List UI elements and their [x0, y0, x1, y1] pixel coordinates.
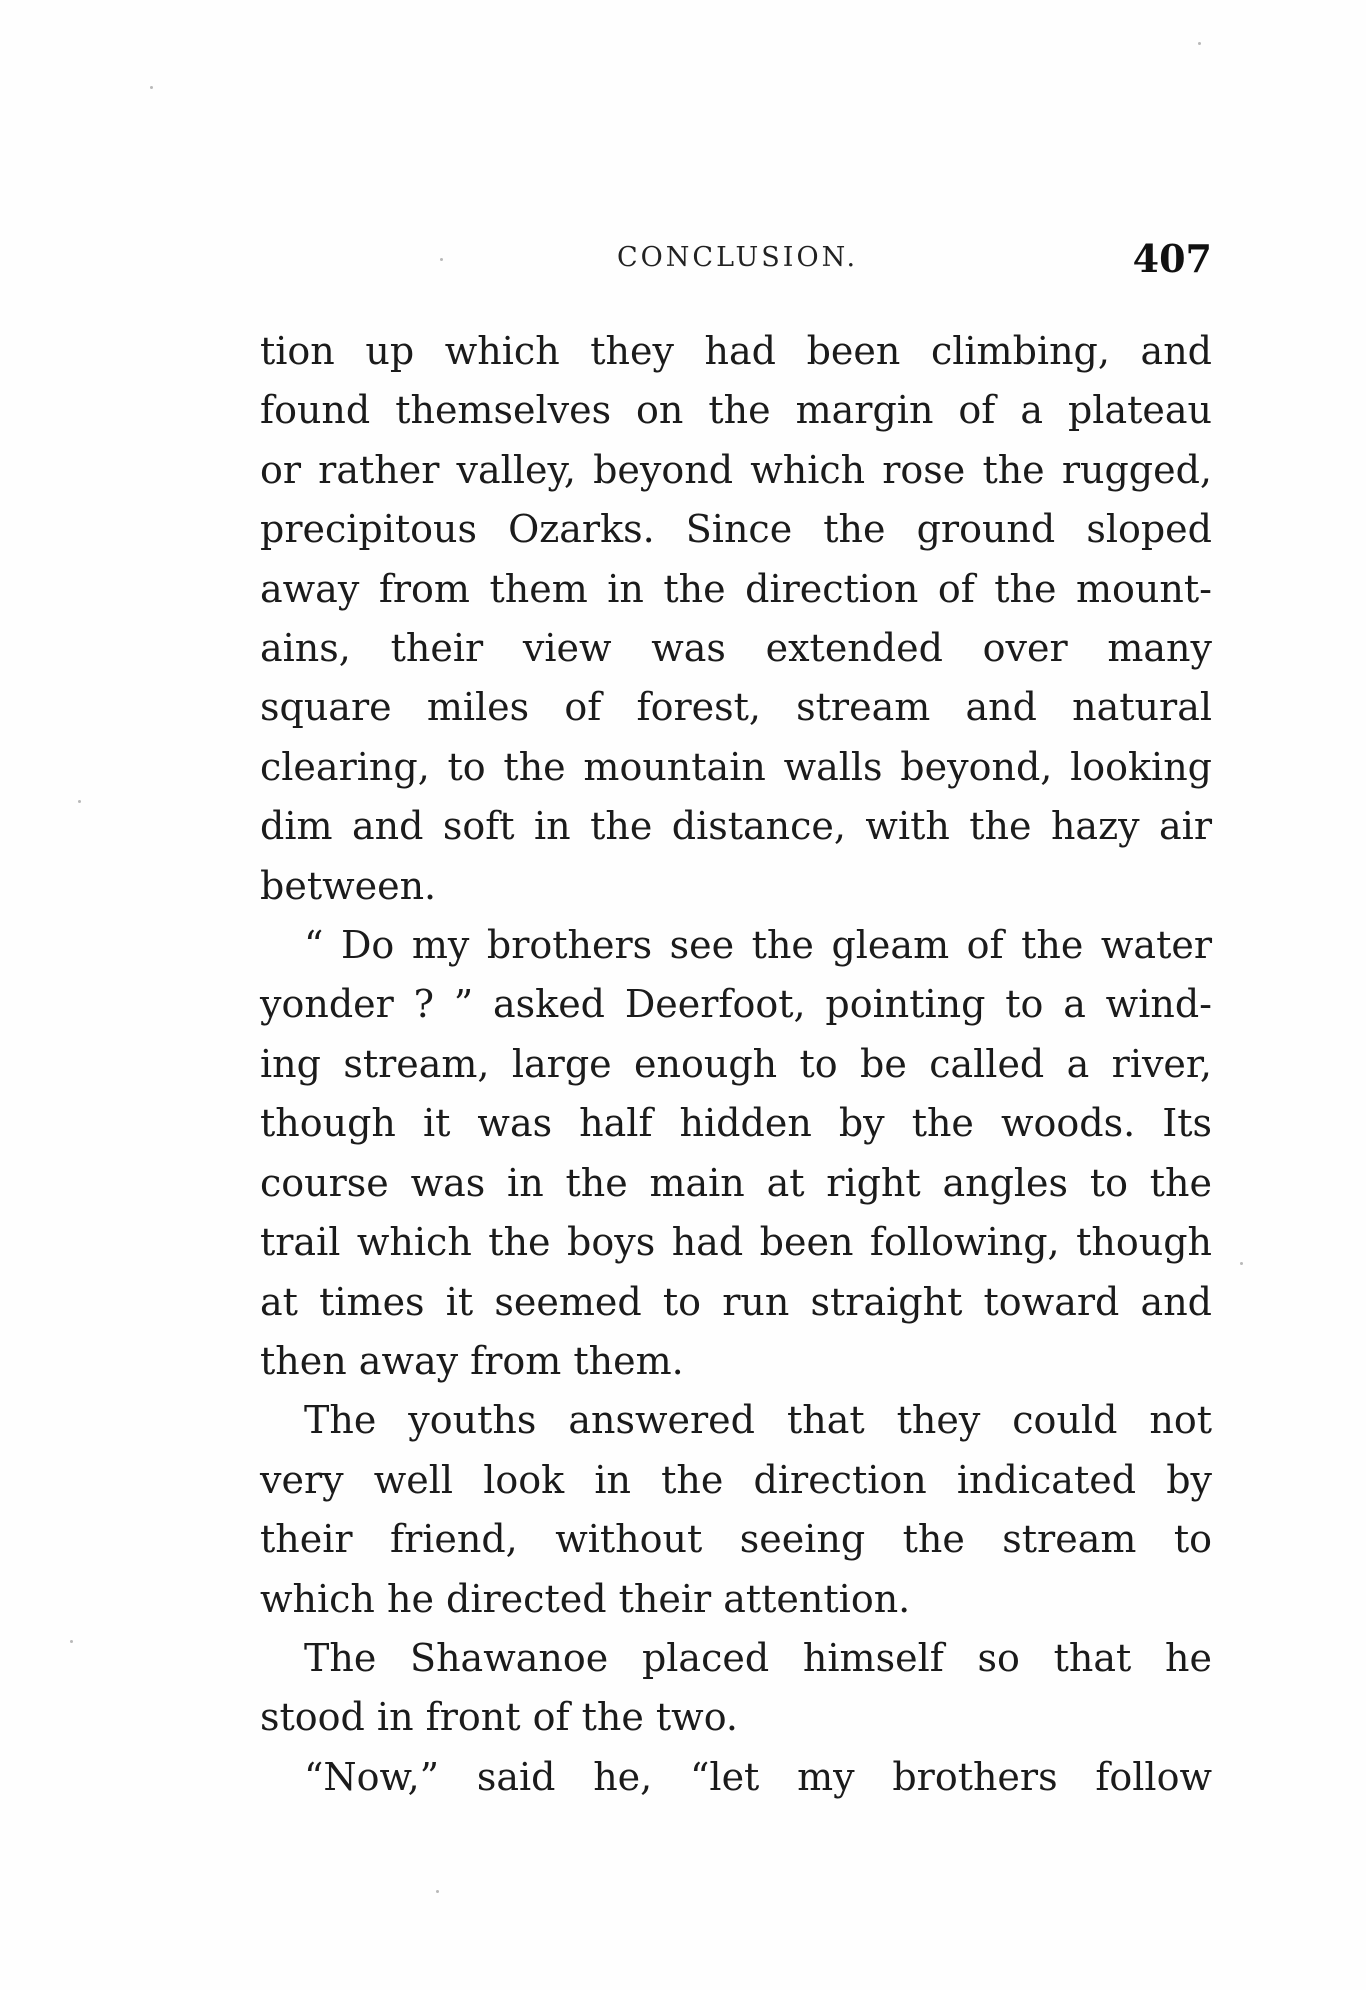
- text-line: ains, their view was extended over many: [260, 626, 1212, 671]
- text-line: tion up which they had been climbing, and: [260, 329, 1212, 373]
- paper-speck: [70, 1640, 73, 1643]
- page-number: 407: [1132, 236, 1212, 281]
- text-line: course was in the main at right angles to the: [260, 1160, 1212, 1205]
- paper-speck: [440, 258, 443, 261]
- paragraph: [260, 322, 1212, 916]
- running-head: [260, 236, 1212, 284]
- paper-speck: [1198, 42, 1201, 45]
- text-line: yonder ? ” asked Deerfoot, pointing to a wind-: [260, 982, 1212, 1027]
- text-line: dim and soft in the distance, with the hazy air: [260, 804, 1212, 849]
- text-line: very well look in the direction indicated by: [260, 1457, 1212, 1502]
- body-text: [260, 322, 1212, 1807]
- text-line: away from them in the direction of the mount-: [260, 566, 1212, 611]
- text-line: though it was half hidden by the woods. Its: [260, 1101, 1212, 1146]
- text-line: clearing, to the mountain walls beyond, looking: [260, 744, 1212, 789]
- text-line: found themselves on the margin of a plateau: [260, 388, 1212, 433]
- text-line: then away from them.: [260, 1338, 684, 1383]
- text-line: between.: [260, 863, 437, 908]
- paragraph: [260, 1391, 1212, 1629]
- paper-speck: [436, 1890, 439, 1893]
- paper-speck: [1240, 1262, 1243, 1265]
- text-line: ing stream, large enough to be called a river,: [260, 1041, 1212, 1086]
- text-line: which he directed their attention.: [260, 1576, 911, 1621]
- running-title: CONCLUSION.: [617, 242, 859, 273]
- paper-speck: [150, 86, 153, 89]
- text-line: trail which the boys had been following, though: [260, 1220, 1212, 1265]
- paper-speck: [78, 800, 81, 803]
- paragraph: [260, 1748, 1212, 1807]
- text-line: or rather valley, beyond which rose the rugged,: [260, 447, 1212, 492]
- text-line: “ Do my brothers see the gleam of the water: [304, 923, 1212, 968]
- text-line: The youths answered that they could not: [304, 1398, 1212, 1443]
- text-line: at times it seemed to run straight toward and: [260, 1279, 1212, 1324]
- text-line: stood in front of the two.: [260, 1695, 738, 1740]
- text-line: precipitous Ozarks. Since the ground sloped: [260, 507, 1212, 552]
- text-line: their friend, without seeing the stream to: [260, 1517, 1212, 1562]
- text-line: square miles of forest, stream and natural: [260, 685, 1212, 730]
- text-line: The Shawanoe placed himself so that he: [304, 1635, 1212, 1680]
- paragraph: [260, 916, 1212, 1391]
- paragraph: [260, 1629, 1212, 1748]
- text-line: “Now,” said he, “let my brothers follow: [304, 1754, 1212, 1799]
